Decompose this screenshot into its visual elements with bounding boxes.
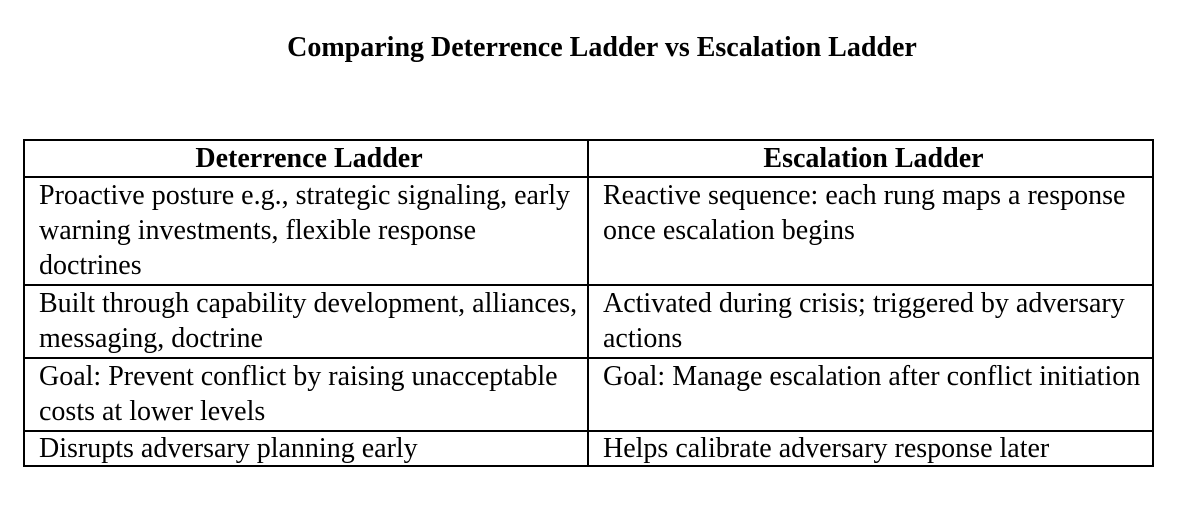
- table-cell: Disrupts adversary planning early: [24, 431, 588, 466]
- table-cell: Reactive sequence: each rung maps a response once escalation begins: [588, 177, 1153, 285]
- table-row: [24, 177, 1153, 285]
- table-cell: Proactive posture e.g., strategic signaling, early warning investments, flexible response doctrines: [24, 177, 588, 285]
- table-row: [24, 358, 1153, 431]
- table-cell: Goal: Prevent conflict by raising unacceptable costs at lower levels: [24, 358, 588, 431]
- header-deterrence-ladder: Deterrence Ladder: [24, 140, 588, 177]
- header-escalation-ladder: Escalation Ladder: [588, 140, 1153, 177]
- table-row: [24, 431, 1153, 466]
- table-cell: Goal: Manage escalation after conflict initiation: [588, 358, 1153, 431]
- comparison-table: [23, 139, 1154, 467]
- table-row: [24, 285, 1153, 358]
- document-title: Comparing Deterrence Ladder vs Escalation Ladder: [287, 32, 917, 63]
- table-header-row: [24, 140, 1153, 177]
- table-cell: Activated during crisis; triggered by adversary actions: [588, 285, 1153, 358]
- table-cell: Helps calibrate adversary response later: [588, 431, 1153, 466]
- table-cell: Built through capability development, alliances, messaging, doctrine: [24, 285, 588, 358]
